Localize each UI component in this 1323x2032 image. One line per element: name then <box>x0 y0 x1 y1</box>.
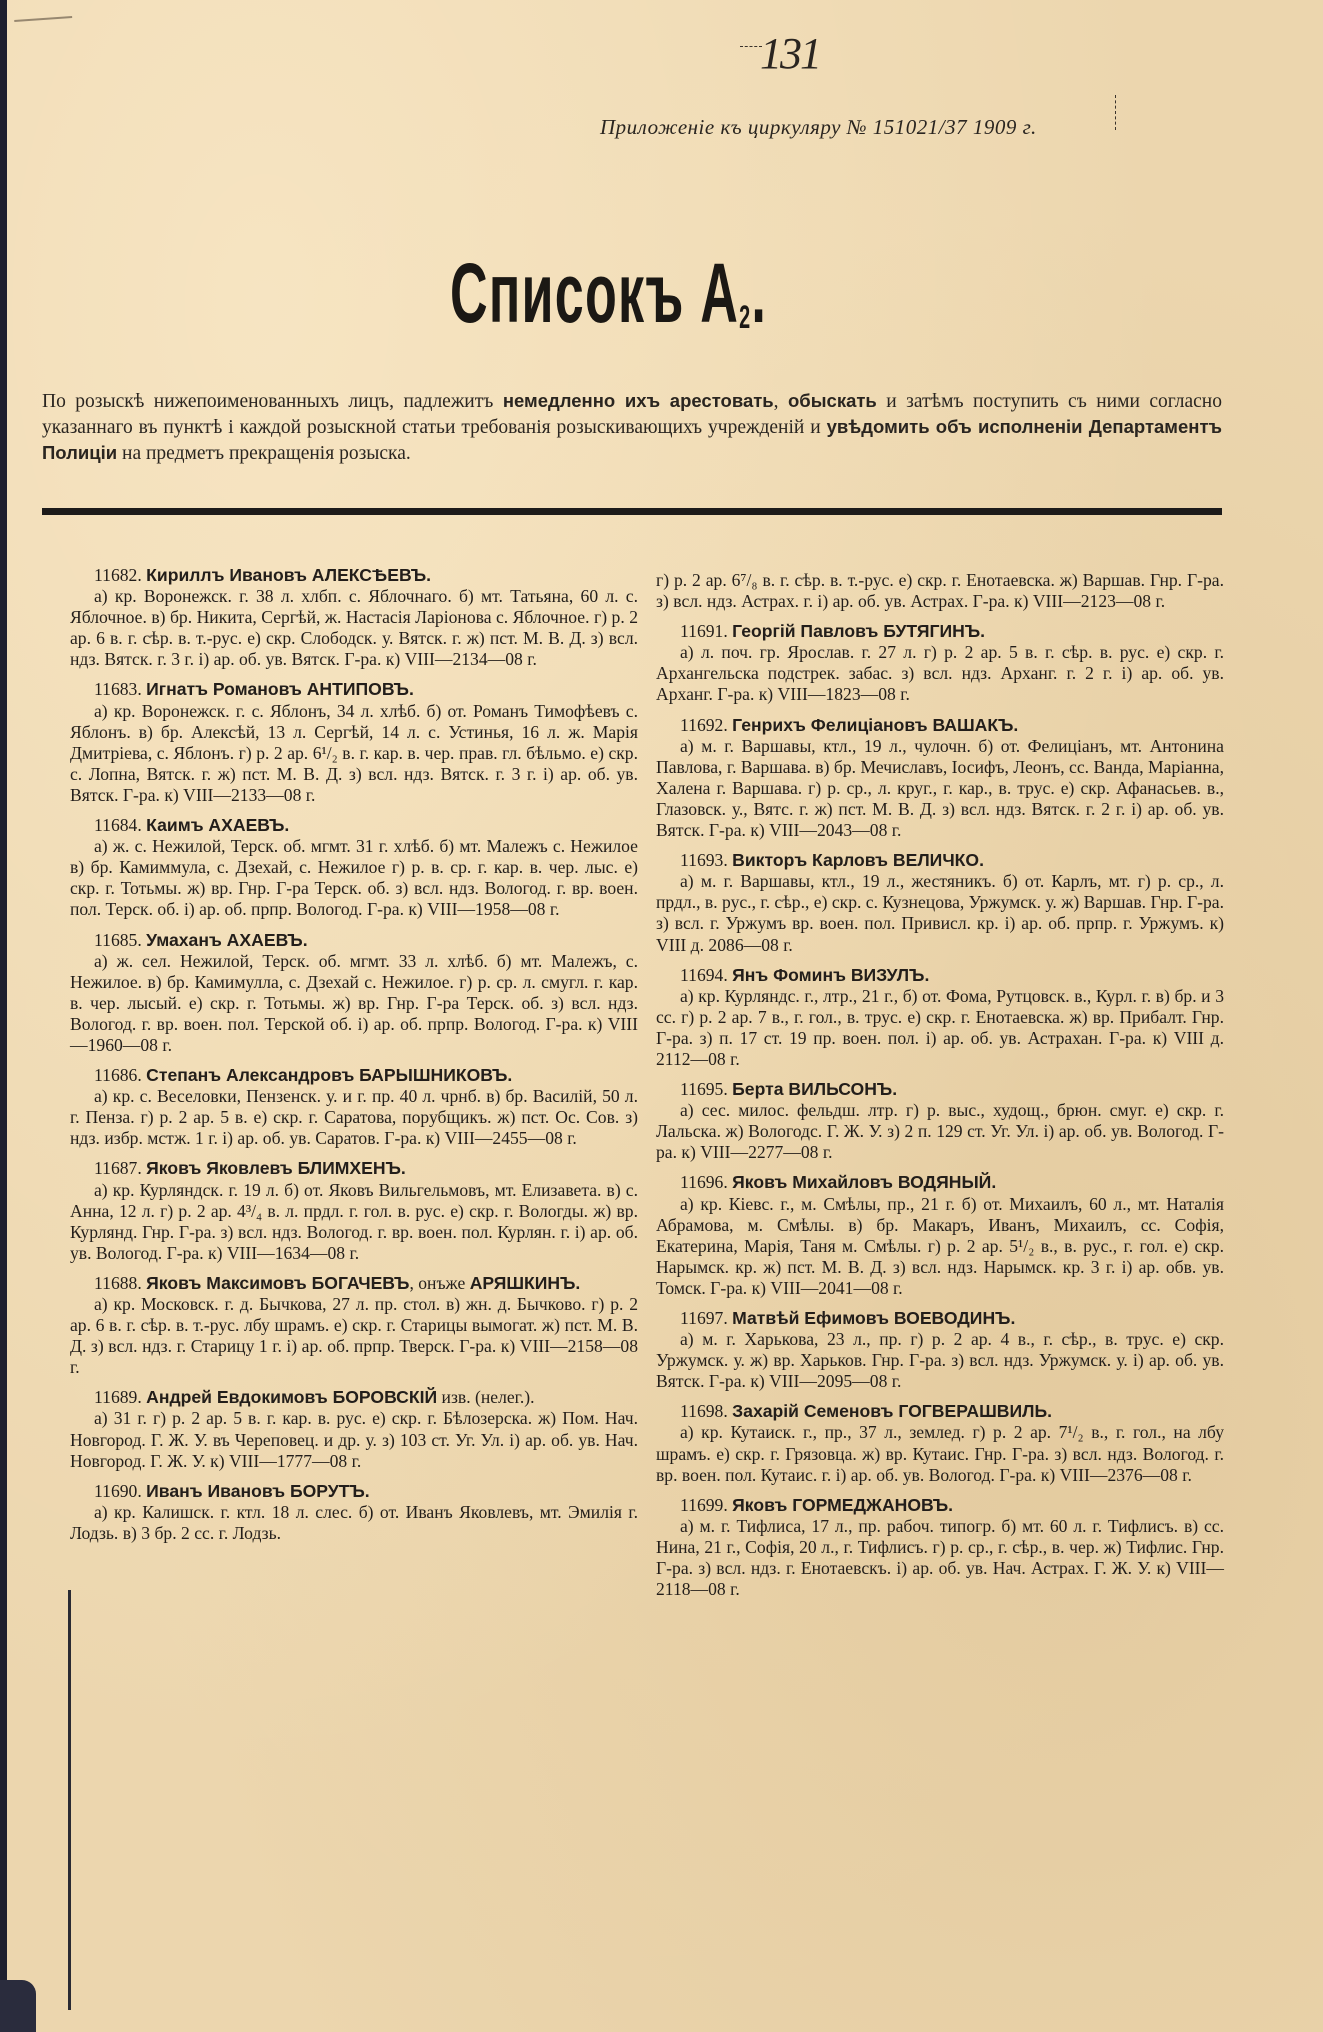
entry-details: а) кр. с. Веселовки, Пензенск. у. и г. пр. 40 л. чрнб. в) бр. Василій, 50 л. г. Пенза. г) р. 2 ар. 5 в. е) скр. г. Саратова, порубщикъ. ж) пст. Ос. Сов. з) ндз. избр. мстж. 1 г. і) ар. об. ув. Саратов. Г-ра. к) VIII—2455—08 г. <box>70 1086 638 1149</box>
entry-alias-word: , онъже <box>409 1272 470 1293</box>
entry-name: Умаханъ АХАЕВЪ. <box>146 929 308 950</box>
entry-number: 11683. <box>94 679 142 700</box>
wanted-entry <box>656 621 1224 705</box>
pencil-mark <box>1115 95 1117 130</box>
title-text: Списокъ А <box>450 246 740 340</box>
entry-alias: АРЯШКИНЪ. <box>469 1272 581 1293</box>
wanted-entry <box>656 1172 1224 1299</box>
intro-bold-search: обыскать <box>788 390 877 411</box>
entry-name: Степанъ Александровъ БАРЫШНИКОВЪ. <box>146 1065 513 1086</box>
entry-heading <box>70 1387 638 1408</box>
wanted-entry <box>656 715 1224 842</box>
entry-details: а) м. г. Тифлиса, 17 л., пр. рабоч. типогр. б) мт. 60 л. г. Тифлисъ. в) сс. Нина, 21 г., Софія, 20 л., г. Тифлисъ. г) р. ср., г. сѣр., в. чер. ж) Тифлис. Гнр. Г-ра. з) вcл. ндз. г. Енотаевскъ. і) ар. об. ув. Нач. Астрах. Г. Ж. У. к) VIII—2118—08 г. <box>656 1515 1224 1600</box>
entry-number: 11687. <box>94 1158 142 1179</box>
entry-continuation <box>656 570 1224 612</box>
right-column <box>656 570 1224 1609</box>
section-divider <box>42 508 1222 515</box>
left-column <box>70 565 638 1553</box>
wanted-entry <box>70 815 638 920</box>
intro-text-4: на предметъ прекращенія розыска. <box>117 443 411 464</box>
entry-name: Берта ВИЛЬСОНЪ. <box>732 1079 898 1100</box>
wanted-entry <box>656 1308 1224 1392</box>
entry-number: 11696. <box>680 1172 728 1193</box>
entry-details: а) кр. Воронежск. г. 38 л. хлбп. с. Яблочнаго. б) мт. Татьяна, 60 л. с. Яблочное. в) бр. Никита, Сергѣй, ж. Настасія Ларіонова с. Яблочное. г) р. 2 ар. 6 в. г. сѣр. в. т.-рус. е) скр. Слободск. у. Вятск. г. ж) пст. М. В. Д. з) вcл. ндз. Вятск. г. 3 г. і) ар. об. ув. Вятск. Г-ра. к) VIII—2134—08 г. <box>70 586 638 670</box>
entry-number: 11685. <box>94 929 142 950</box>
entry-number: 11695. <box>680 1079 728 1100</box>
entry-name: Янъ Фоминъ ВИЗУЛЪ. <box>732 964 930 985</box>
entry-number: 11694. <box>680 964 728 985</box>
intro-bold-arrest: немедленно ихъ арестовать <box>502 390 774 411</box>
wanted-entry <box>70 1065 638 1149</box>
entry-heading <box>70 679 638 700</box>
wanted-entry <box>70 1158 638 1263</box>
page-number: 131 <box>760 29 820 78</box>
entry-name: Игнатъ Романовъ АНТИПОВЪ. <box>146 679 414 700</box>
entry-name: Яковъ Михайловъ ВОДЯНЫЙ. <box>732 1172 997 1193</box>
entry-details: а) кр. Кутаиск. г., пр., 37 л., землед. г) р. 2 ар. 7¹/₂ в., г. гол., на лбу шрамъ. е) скр. г. Грязовца. ж) вр. Кутаис. Гнр. Г-ра. з) вcл. ндз. Вологод. г. вр. воен. пол. Кутаис. г. і) ар. об. ув. Вологод. Г-ра. к) VIII—2376—08 г. <box>656 1422 1224 1485</box>
entry-heading <box>70 1158 638 1179</box>
wanted-entry <box>656 1401 1224 1485</box>
entry-number: 11686. <box>94 1065 142 1086</box>
entry-continuation-text: г) р. 2 ар. 6⁷/₈ в. г. сѣр. в. т.-рус. е) скр. г. Енотаевска. ж) Варшав. Гнр. Г-ра. з) вcл. ндз. Астрах. г. і) ар. об. ув. Астрах. Г-ра. к) VIII—2123—08 г. <box>656 570 1224 612</box>
wanted-entry <box>656 850 1224 955</box>
entry-heading <box>70 1065 638 1086</box>
entry-details: а) кр. Курляндск. г. 19 л. б) от. Яковъ Вильгельмовъ, мт. Елизавета. в) с. Анна, 12 л. г) р. 2 ар. 4³/₄ в. л. прдл. г. гол. в. рус. е) скр. г. Вологды. ж) вр. Курлянд. Гнр. Г-ра. з) вcл. ндз. Вологод. г. вр. воен. пол. Курлян. г. і) ар. об. ув. Вологод. Г-ра. к) VIII—1634—08 г. <box>70 1179 638 1263</box>
entry-name: Викторъ Карловъ ВЕЛИЧКО. <box>732 850 984 871</box>
entry-details: а) ж. с. Нежилой, Терск. об. мгмт. 31 г. хлѣб. б) мт. Малежъ с. Нежилое в) бр. Камиммула, с. Дзехай, с. Нежилое г) р. в. ср. г. кар. в. чер. лыс. е) скр. г. Тотьмы. ж) вр. Гнр. Г-ра Терск. об. з) вcл. ндз. Вологод. г. вр. воен. пол. Терск. об. і) ар. об. прпр. Вологод. Г-ра. к) VIII—1958—08 г. <box>70 836 638 920</box>
wanted-entry <box>656 1079 1224 1163</box>
entry-name: Яковъ Максимовъ БОГАЧЕВЪ <box>146 1272 410 1293</box>
wanted-entry <box>70 565 638 670</box>
entry-heading <box>656 621 1224 642</box>
entry-heading <box>656 1495 1224 1516</box>
intro-text-1: По розыскѣ нижепоименованныхъ лицъ, падлежитъ <box>42 391 503 412</box>
entry-name: Андрей Евдокимовъ БОРОВСКІЙ <box>146 1387 438 1408</box>
title-subscript: 2 <box>739 299 752 335</box>
entry-details: а) 31 г. г) р. 2 ар. 5 в. г. кар. в. рус. е) скр. г. Бѣлозерска. ж) Пом. Нач. Новгород. Г. Ж. У. въ Череповец. и др. у. з) 103 ст. Уг. Ул. і) ар. об. ув. Нач. Новгород. Г. Ж. У. к) VIII—1777—08 г. <box>70 1408 638 1471</box>
entry-alias-word: изв. (нелег.). <box>437 1387 535 1408</box>
entry-heading <box>656 965 1224 986</box>
wanted-entry <box>70 1273 638 1378</box>
entry-name: Генрихъ Фелиціановъ ВАШАКЪ. <box>732 714 1019 735</box>
entry-heading <box>70 930 638 951</box>
entry-number: 11689. <box>94 1387 142 1408</box>
wanted-entry <box>70 679 638 806</box>
entry-number: 11699. <box>680 1494 728 1515</box>
margin-rule <box>68 1590 71 2010</box>
entry-name: Каимъ АХАЕВЪ. <box>146 815 290 836</box>
entry-heading <box>656 1079 1224 1100</box>
entry-heading <box>656 1401 1224 1422</box>
entry-name: Матвѣй Ефимовъ ВОЕВОДИНЪ. <box>732 1308 1016 1328</box>
entry-details: а) м. г. Харькова, 23 л., пр. г) р. 2 ар. 4 в., г. сѣр., в. трус. е) скр. Уржумск. у. ж) вр. Харьков. Гнр. Г-ра. з) вcл. ндз. Уржумск. у. і) ар. об. ув. Вятск. Г-ра. к) VIII—2095—08 г. <box>656 1329 1224 1392</box>
entry-details: а) кр. Калишск. г. ктл. 18 л. слес. б) от. Иванъ Яковлевъ, мт. Эмилія г. Лодзь. в) 3 бр. 2 сс. г. Лодзь. <box>70 1501 638 1543</box>
entry-details: а) кр. Московск. г. д. Бычкова, 27 л. пр. стол. в) жн. д. Бычково. г) р. 2 ар. 6 в. г. сѣр. в. т.-рус. лбу шрамъ. е) скр. г. Старицы вымогат. ж) пст. М. В. Д. з) вcл. ндз. г. Старицу 1 г. і) ар. об. прпр. Тверск. Г-ра. к) VIII—2158—08 г. <box>70 1294 638 1378</box>
entry-number: 11688. <box>94 1272 142 1293</box>
entry-heading <box>656 850 1224 871</box>
entry-details: а) кр. Воронежск. г. с. Яблонъ, 34 л. хлѣб. б) от. Романъ Тимофѣевъ с. Яблонъ. в) бр. Алексѣй, 13 л. Сергѣй, 14 л. с. Устинья, 16 л. ж. Марія Дмитріева, с. Яблонъ. г) р. 2 ар. 6¹/₂ в. г. кар. в. чер. прав. гл. бѣльмо. е) скр. с. Лопна, Вятск. г. ж) пст. М. В. Д. з) вcл. ндз. Вятск. г. 3 г. і) ар. об. ув. Вятск. Г-ра. к) VIII—2133—08 г. <box>70 700 638 805</box>
wanted-entry <box>656 1495 1224 1600</box>
entry-details: а) л. поч. гр. Ярослав. г. 27 л. г) р. 2 ар. 5 в. г. сѣр. в. рус. е) скр. г. Архангельска подстрек. забас. з) вcл. ндз. Арханг. г. 2 г. і) ар. об. ув. Арханг. Г-ра. к) VIII—1823—08 г. <box>656 642 1224 705</box>
entry-heading <box>70 1481 638 1502</box>
entry-heading <box>656 1308 1224 1329</box>
entry-name: Георгій Павловъ БУТЯГИНЪ. <box>732 621 986 642</box>
intro-bold-notify: увѣдомить объ исполненіи Департаментъ Полиціи <box>42 416 1222 463</box>
torn-corner <box>0 1980 36 2032</box>
entry-number: 11698. <box>680 1401 728 1422</box>
intro-text-2: , <box>773 391 788 412</box>
entry-details: а) кр. Курляндс. г., лтр., 21 г., б) от. Фома, Рутцовск. в., Курл. г. в) бр. и 3 сс. г) р. 2 ар. 7 в., г. гол., в. трус. е) скр. г. Енотаевска. ж) вр. Прибалт. Гнр. Г-ра. з) п. 17 ст. 19 пр. воен. пол. і) ар. об. ув. Астрахан. Г-ра. к) VIII д. 2112—08 г. <box>656 985 1224 1069</box>
entry-number: 11690. <box>94 1480 142 1501</box>
entry-details: а) сес. милос. фельдш. лтр. г) р. выс., худощ., брюн. смуг. е) скр. г. Лальска. ж) Вологодс. Г. Ж. У. з) 2 п. 129 ст. Уг. Ул. і) ар. об. ув. Вологод. Г-ра. к) VIII—2277—08 г. <box>656 1100 1224 1163</box>
entry-number: 11693. <box>680 850 728 871</box>
entry-number: 11691. <box>680 621 728 642</box>
entry-heading <box>70 815 638 836</box>
entry-details: а) ж. сел. Нежилой, Терск. об. мгмт. 33 л. хлѣб. б) мт. Малежъ, с. Нежилое. в) бр. Камимулла, с. Дзехай с. Нежилое. г) р. ср. л. смугл. г. кар. в. чер. лысый. е) скр. г. Тотьмы. ж) вр. Гнр. Г-ра Терск. об. з) вcл. ндз. Вологод. г. вр. воен. пол. Терской об. і) ар. об. прпр. Вологод. Г-ра. к) VIII—1960—08 г. <box>70 950 638 1055</box>
document-title <box>450 245 767 342</box>
wanted-entry <box>70 930 638 1057</box>
entry-heading <box>70 565 638 586</box>
entry-name: Яковъ ГОРМЕДЖАНОВЪ. <box>732 1494 954 1515</box>
title-period: . <box>751 246 768 340</box>
entry-heading <box>656 1172 1224 1193</box>
entry-details: а) кр. Кіевс. г., м. Смѣлы, пр., 21 г. б) от. Михаилъ, 60 л., мт. Наталія Абрамова, м. Смѣлы. в) бр. Макаръ, Иванъ, Михаилъ, сс. Софія, Екатерина, Марія, Таня м. Смѣлы. г) р. 2 ар. 5¹/₂ в., в. рус., г. гол. е) скр. Нарымск. кр. ж) пст. М. В. Д. з) вcл. ндз. Нарымск. кр. 3 г. і) ар. обв. ув. Томск. Г-ра. к) VIII—2041—08 г. <box>656 1193 1224 1298</box>
entry-heading <box>656 715 1224 736</box>
entry-heading <box>70 1273 638 1294</box>
entry-name: Захарій Семеновъ ГОГВЕРАШВИЛЬ. <box>732 1401 1053 1422</box>
circular-reference: Приложеніе къ циркуляру № 151021/37 1909 г. <box>600 115 1037 139</box>
entry-name: Кириллъ Ивановъ АЛЕКСѢЕВЪ. <box>146 565 432 585</box>
page-left-edge <box>0 0 7 2032</box>
intro-paragraph <box>42 388 1222 466</box>
ink-scrawl <box>14 10 72 22</box>
entry-name: Яковъ Яковлевъ БЛИМХЕНЪ. <box>146 1158 406 1179</box>
wanted-entry <box>70 1387 638 1471</box>
entry-details: а) м. г. Варшавы, ктл., 19 л., жестяникъ. б) от. Карлъ, мт. г) р. ср., л. прдл., в. рус., г. сѣр., е) скр. с. Кузнецова, Уржумск. у. ж) Варшав. Гнр. Г-ра. з) вcл. г. Уржумъ вр. воен. пол. Привисл. кр. і) ар. об. прпр. г. Уржумъ. к) VIII д. 2086—08 г. <box>656 871 1224 955</box>
entry-number: 11684. <box>94 815 142 836</box>
entry-number: 11682. <box>94 565 142 585</box>
entry-number: 11697. <box>680 1308 728 1328</box>
intro-text-3: и затѣмъ поступить съ ними согласно указаннаго въ пунктѣ і каждой розыскной статьи требованія розыскивающихъ учрежденій и <box>42 391 1222 438</box>
wanted-entry <box>70 1481 638 1544</box>
wanted-entry <box>656 965 1224 1070</box>
entry-details: а) м. г. Варшавы, ктл., 19 л., чулочн. б) от. Фелиціанъ, мт. Антонина Павлова, г. Варшава. в) бр. Мечиславъ, Іосифъ, Леонъ, сс. Ванда, Маріанна, Халена г. Варшава. г) р. ср., л. круг., г. кар., в. трус. е) скр. Афанасьев. в., Глазовск. у., Вятс. г. ж) пст. М. В. Д. з) вcл. ндз. Вятск. г. 2 г. і) ар. об. ув. Вятск. Г-ра. к) VIII—2043—08 г. <box>656 735 1224 841</box>
entry-name: Иванъ Ивановъ БОРУТЪ. <box>146 1480 370 1501</box>
entry-number: 11692. <box>680 714 728 735</box>
